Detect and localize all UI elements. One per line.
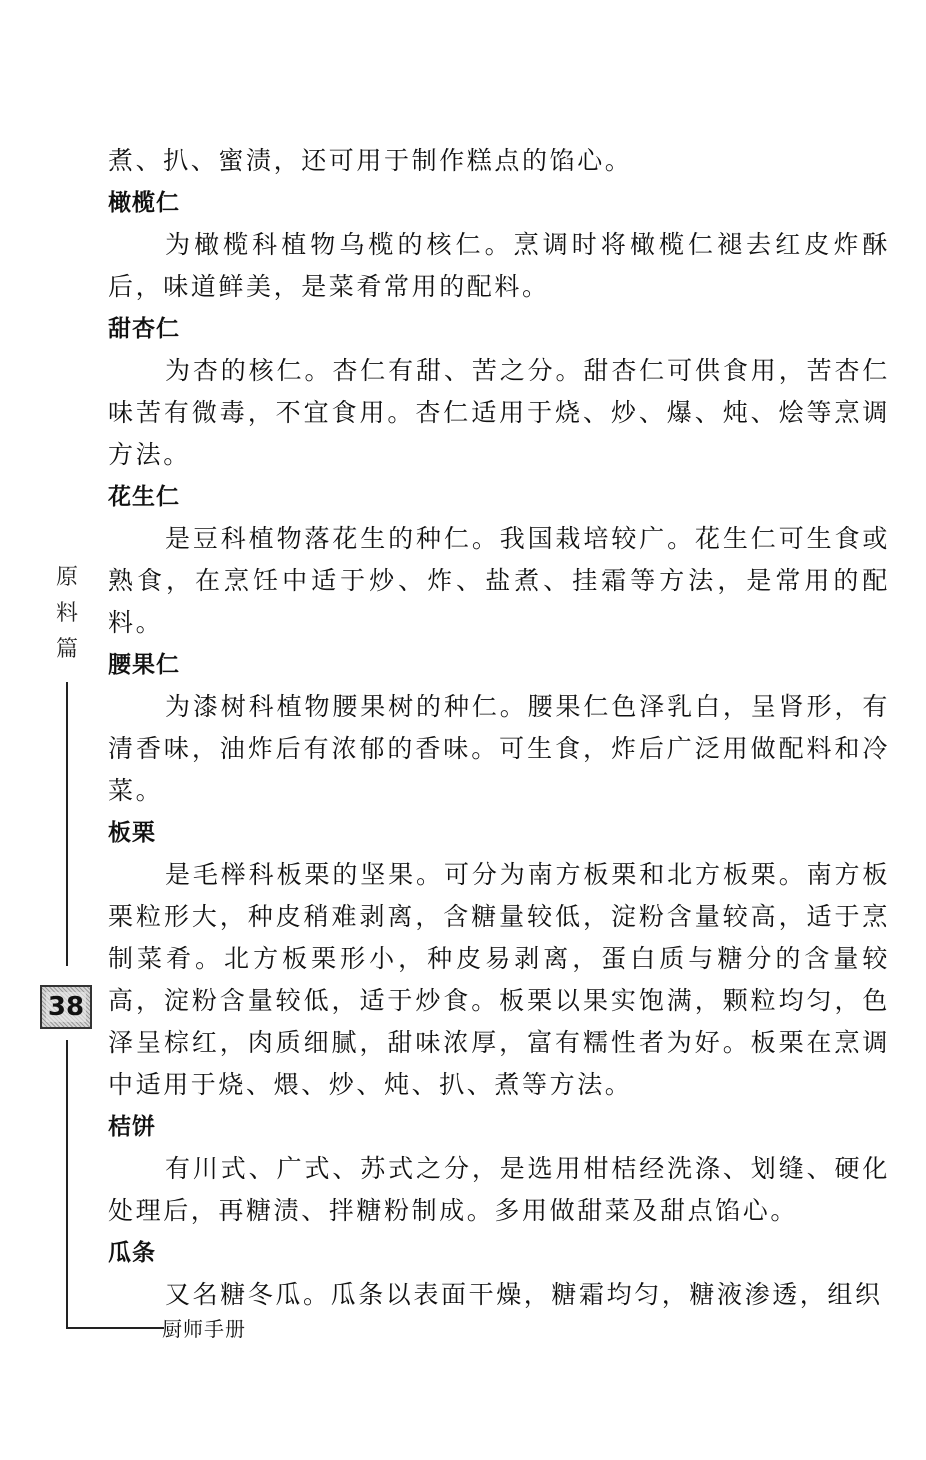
margin-rule-upper: [66, 682, 68, 966]
side-label-char: 原: [55, 565, 78, 590]
book-title-footer: 厨师手册: [162, 1317, 246, 1341]
paragraph: 为橄榄科植物乌榄的核仁。烹调时将橄榄仁褪去红皮炸酥后，味道鲜美，是菜肴常用的配料。: [108, 230, 890, 301]
margin-rule-lower: [66, 1040, 68, 1328]
entry-heading: 花生仁: [108, 484, 180, 510]
entry-heading: 橄榄仁: [108, 190, 180, 216]
entry-heading: 甜杏仁: [108, 316, 180, 342]
entry-heading: 瓜条: [108, 1240, 156, 1266]
paragraph: 有川式、广式、苏式之分，是选用柑桔经洗涤、划缝、硬化处理后，再糖渍、拌糖粉制成。多用做甜菜及甜点馅心。: [108, 1154, 890, 1225]
side-label-char: 篇: [55, 637, 78, 662]
side-label-char: 料: [55, 601, 78, 626]
entry-heading: 板栗: [108, 820, 156, 846]
entry-heading: 腰果仁: [108, 652, 180, 678]
paragraph: 为杏的核仁。杏仁有甜、苦之分。甜杏仁可供食用，苦杏仁味苦有微毒，不宜食用。杏仁适用于烧、炒、爆、炖、烩等烹调方法。: [108, 356, 890, 469]
footer-rule: [66, 1327, 164, 1329]
page-content: [108, 140, 890, 1316]
paragraph: 又名糖冬瓜。瓜条以表面干燥，糖霜均匀，糖液渗透，组织: [165, 1280, 883, 1309]
paragraph: 煮、扒、蜜渍，还可用于制作糕点的馅心。: [108, 146, 633, 175]
section-side-label: [52, 560, 82, 668]
paragraph: 是豆科植物落花生的种仁。我国栽培较广。花生仁可生食或熟食，在烹饪中适于炒、炸、盐煮、挂霜等方法，是常用的配料。: [108, 524, 890, 637]
page-number: 38: [47, 992, 85, 1022]
paragraph: 为漆树科植物腰果树的种仁。腰果仁色泽乳白，呈肾形，有清香味，油炸后有浓郁的香味。可生食，炸后广泛用做配料和冷菜。: [108, 692, 890, 805]
entry-heading: 桔饼: [108, 1114, 156, 1140]
page-number-badge: [40, 985, 92, 1029]
paragraph: 是毛榉科板栗的坚果。可分为南方板栗和北方板栗。南方板栗粒形大，种皮稍难剥离，含糖量较低，淀粉含量较高，适于烹制菜肴。北方板栗形小，种皮易剥离，蛋白质与糖分的含量较高，淀粉含量较低，适于炒食。板栗以果实饱满，颗粒均匀，色泽呈棕红，肉质细腻，甜味浓厚，富有糯性者为好。板栗在烹调中适用于烧、煨、炒、炖、扒、煮等方法。: [108, 860, 890, 1099]
